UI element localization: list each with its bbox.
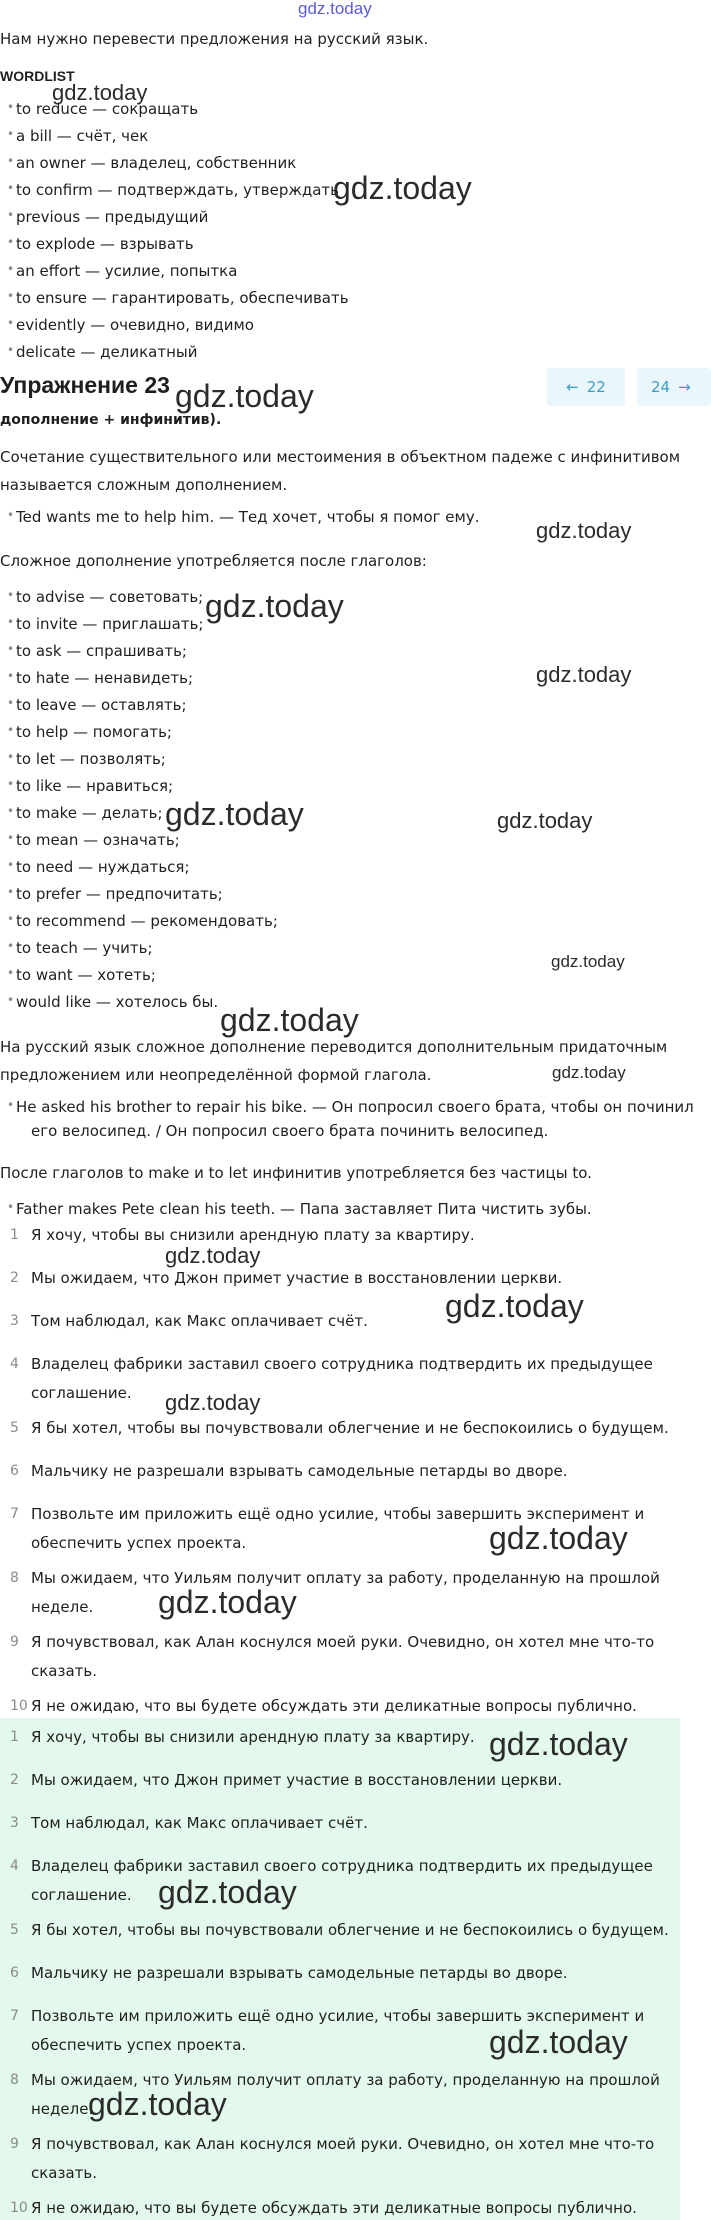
bullet-icon: • [7,696,15,710]
verb-item-text: to invite — приглашать; [16,615,204,633]
wordlist-item-text: delicate — деликатный [16,343,198,361]
watermark: gdz.today [536,662,632,687]
wordlist-item-text: previous — предыдущий [16,208,209,226]
watermark: gdz.today [165,1243,261,1268]
task-sentence-line: Позвольте им приложить ещё одно усилие, чтобы завершить эксперимент и [31,1505,645,1523]
watermark: gdz.today [552,1063,626,1082]
verb-item [7,912,278,930]
wordlist-item [7,181,339,199]
answer-sentence-line: неделе. [31,2100,94,2118]
watermark: gdz.today [158,1874,297,1910]
task-sentence-number: 2 [10,1270,19,1286]
bullet-icon: • [7,262,15,276]
wordlist-item-text: to confirm — подтверждать, утверждать [16,181,339,199]
answer-sentence-number: 8 [10,2072,19,2088]
answer-sentence-line: Я почувствовал, как Алан коснулся моей руки. Очевидно, он хотел мне что-то [31,2135,655,2153]
answer-sentence-line: Я хочу, чтобы вы снизили арендную плату за квартиру. [31,1728,475,1746]
task-sentence-number: 9 [10,1634,19,1650]
theory-p3-line1: На русский язык сложное дополнение переводится дополнительным придаточным [0,1038,668,1056]
answer-sentence-line: Мальчику не разрешали взрывать самодельные петарды во дворе. [31,1964,568,1982]
bullet-icon: • [7,127,15,141]
wordlist-item [7,316,254,334]
wordlist-item [7,235,194,253]
example-2-line2: его велосипед. / Он попросил своего брата починить велосипед. [31,1122,549,1140]
watermark: gdz.today [497,808,593,833]
task-sentence-line: Мы ожидаем, что Джон примет участие в восстановлении церкви. [31,1269,563,1287]
verb-item-text: to want — хотеть; [16,966,156,984]
task-sentence-line: Мальчику не разрешали взрывать самодельные петарды во дворе. [31,1462,568,1480]
verb-item [7,588,204,606]
answer-sentence-line: Я не ожидаю, что вы будете обсуждать эти деликатные вопросы публично. [31,2199,637,2217]
theory-p1-line1: Сочетание существительного или местоимения в объектном падеже с инфинитивом [0,448,681,466]
bullet-icon: • [7,343,15,357]
verb-item-text: to let — позволять; [16,750,166,768]
bullet-icon: • [7,804,15,818]
answer-sentence-number: 9 [10,2136,19,2152]
task-sentence-line: Я бы хотел, чтобы вы почувствовали облегчение и не беспокоились о будущем. [31,1419,669,1437]
verb-item-text: to advise — советовать; [16,588,204,606]
task-sentence-number: 3 [10,1313,19,1329]
watermark: gdz.today [165,796,304,832]
next-exercise-label: 24 [651,378,671,396]
verb-item [7,642,187,660]
bullet-icon: • [7,208,15,222]
bullet-icon: • [7,669,15,683]
answer-sentence-number: 10 [10,2200,28,2216]
watermark: gdz.today [175,378,314,414]
task-sentence-number: 6 [10,1463,19,1479]
wordlist-title: WORDLIST [0,68,75,84]
task-sentence-line: сказать. [31,1662,98,1680]
bullet-icon: • [7,777,15,791]
watermark: gdz.today [489,2024,628,2060]
bullet-icon: • [7,750,15,764]
wordlist-item-text: to reduce — сокращать [16,100,199,118]
wordlist-item-text: an effort — усилие, попытка [16,262,238,280]
watermark: gdz.today [551,952,625,971]
watermark: gdz.today [333,170,472,206]
task-sentence-line: Я почувствовал, как Алан коснулся моей руки. Очевидно, он хотел мне что-то [31,1633,655,1651]
wordlist-item-text: to ensure — гарантировать, обеспечивать [16,289,349,307]
verb-item-text: to need — нуждаться; [16,858,190,876]
prev-exercise-button[interactable] [547,368,625,406]
task-sentence-number: 8 [10,1570,19,1586]
watermark: gdz.today [165,1390,261,1415]
verb-item [7,885,223,903]
wordlist-item [7,262,238,280]
verb-item [7,723,172,741]
example-2: • He asked his brother to repair his bike. — Он попросил своего брата, чтобы он починил [7,1098,694,1116]
task-sentence-line: Я не ожидаю, что вы будете обсуждать эти деликатные вопросы публично. [31,1697,637,1715]
bullet-icon: • [7,723,15,737]
watermark: gdz.today [205,588,344,624]
theory-p4: После глаголов to make и to let инфинитив употребляется без частицы to. [0,1164,592,1182]
answer-sentence-line: Позвольте им приложить ещё одно усилие, чтобы завершить эксперимент и [31,2007,645,2025]
bullet-icon: • [7,181,15,195]
watermark: gdz.today [158,1584,297,1620]
answer-sentence-line: сказать. [31,2164,98,2182]
bullet-icon: • [7,154,15,168]
verb-item [7,966,156,984]
verb-item-text: to mean — означать; [16,831,180,849]
bullet-icon: • [7,966,15,980]
verb-item-text: to like — нравиться; [16,777,174,795]
task-sentence-line: обеспечить успех проекта. [31,1534,247,1552]
task-sentence-line: Том наблюдал, как Макс оплачивает счёт. [31,1312,368,1330]
wordlist-item [7,127,149,145]
wordlist-item [7,289,349,307]
wordlist-item [7,208,209,226]
wordlist-item-text: evidently — очевидно, видимо [16,316,254,334]
verb-item [7,696,187,714]
verb-item-text: to make — делать; [16,804,163,822]
bullet-icon: • [7,939,15,953]
bullet-icon: • [7,289,15,303]
watermark: gdz.today [220,1002,359,1038]
verb-item-text: to hate — ненавидеть; [16,669,194,687]
answer-sentence-line: Владелец фабрики заставил своего сотрудника подтвердить их предыдущее [31,1857,653,1875]
prev-exercise-label: 22 [586,378,606,396]
answer-sentence-number: 3 [10,1815,19,1831]
watermark: gdz.today [52,80,148,105]
wordlist-item-text: an owner — владелец, собственник [16,154,297,172]
bullet-icon: • [7,615,15,629]
task-sentence-number: 1 [10,1227,19,1243]
next-exercise-button[interactable] [637,368,711,406]
bullet-icon: • [7,912,15,926]
task-sentence-line: Мы ожидаем, что Уильям получит оплату за работу, проделанную на прошлой [31,1569,660,1587]
watermark: gdz.today [88,2086,227,2122]
wordlist-item [7,343,198,361]
verb-item [7,858,190,876]
cut-line: дополнение + инфинитив). [0,412,222,428]
verb-item [7,615,204,633]
answer-sentence-number: 2 [10,1772,19,1788]
bullet-icon: • [7,642,15,656]
watermark: gdz.today [536,518,632,543]
wordlist-item-text: to explode — взрывать [16,235,194,253]
verb-item-text: to ask — спрашивать; [16,642,187,660]
task-sentence-number: 4 [10,1356,19,1372]
wordlist-item-text: a bill — счёт, чек [16,127,149,145]
intro-text: Нам нужно перевести предложения на русский язык. [0,30,429,48]
watermark: gdz.today [489,1726,628,1762]
exercise-title: Упражнение 23 [0,372,170,398]
answer-sentence-line: Мы ожидаем, что Джон примет участие в восстановлении церкви. [31,1771,563,1789]
answer-sentence-line: обеспечить успех проекта. [31,2036,247,2054]
example-3: • Father makes Pete clean his teeth. — Папа заставляет Пита чистить зубы. [7,1200,592,1218]
watermark: gdz.today [489,1520,628,1556]
task-sentence-line: Владелец фабрики заставил своего сотрудника подтвердить их предыдущее [31,1355,653,1373]
theory-p1-line2: называется сложным дополнением. [0,476,288,494]
verb-item [7,831,180,849]
verb-item-text: to leave — оставлять; [16,696,187,714]
verb-item [7,993,219,1011]
watermark: gdz.today [445,1288,584,1324]
verb-item-text: to teach — учить; [16,939,153,957]
bullet-icon: • [7,858,15,872]
task-sentence-number: 5 [10,1420,19,1436]
task-sentence-number: 10 [10,1698,28,1714]
task-sentence-line: соглашение. [31,1384,132,1402]
theory-p3-line2: предложением или неопределённой формой глагола. [0,1066,432,1084]
verb-item-text: to help — помогать; [16,723,172,741]
task-sentence-line: неделе. [31,1598,94,1616]
bullet-icon: • [7,993,15,1007]
verb-item-text: to recommend — рекомендовать; [16,912,278,930]
bullet-icon: • [7,831,15,845]
verb-item [7,804,163,822]
answer-sentence-number: 4 [10,1858,19,1874]
verb-item-text: to prefer — предпочитать; [16,885,223,903]
watermark: gdz.today [298,0,372,18]
task-sentence-number: 7 [10,1506,19,1522]
answer-sentence-number: 6 [10,1965,19,1981]
bullet-icon: • [7,235,15,249]
answer-sentence-line: Мы ожидаем, что Уильям получит оплату за работу, проделанную на прошлой [31,2071,660,2089]
answer-sentence-line: Том наблюдал, как Макс оплачивает счёт. [31,1814,368,1832]
answer-sentence-number: 5 [10,1922,19,1938]
task-sentence-line: Я хочу, чтобы вы снизили арендную плату за квартиру. [31,1226,475,1244]
verb-item [7,669,194,687]
verb-item [7,750,166,768]
example-1: • Ted wants me to help him. — Тед хочет, чтобы я помог ему. [7,508,480,526]
bullet-icon: • [7,885,15,899]
bullet-icon: • [7,100,15,114]
verb-item [7,777,174,795]
arrow-left-icon: ← [566,378,579,396]
answer-sentence-line: Я бы хотел, чтобы вы почувствовали облегчение и не беспокоились о будущем. [31,1921,669,1939]
wordlist-item [7,154,297,172]
bullet-icon: • [7,316,15,330]
theory-p2: Сложное дополнение употребляется после глаголов: [0,552,427,570]
arrow-right-icon: → [678,378,691,396]
verb-item [7,939,153,957]
verb-item-text: would like — хотелось бы. [16,993,219,1011]
answer-sentence-number: 1 [10,1729,19,1745]
answer-sentence-line: соглашение. [31,1886,132,1904]
answer-sentence-number: 7 [10,2008,19,2024]
bullet-icon: • [7,588,15,602]
